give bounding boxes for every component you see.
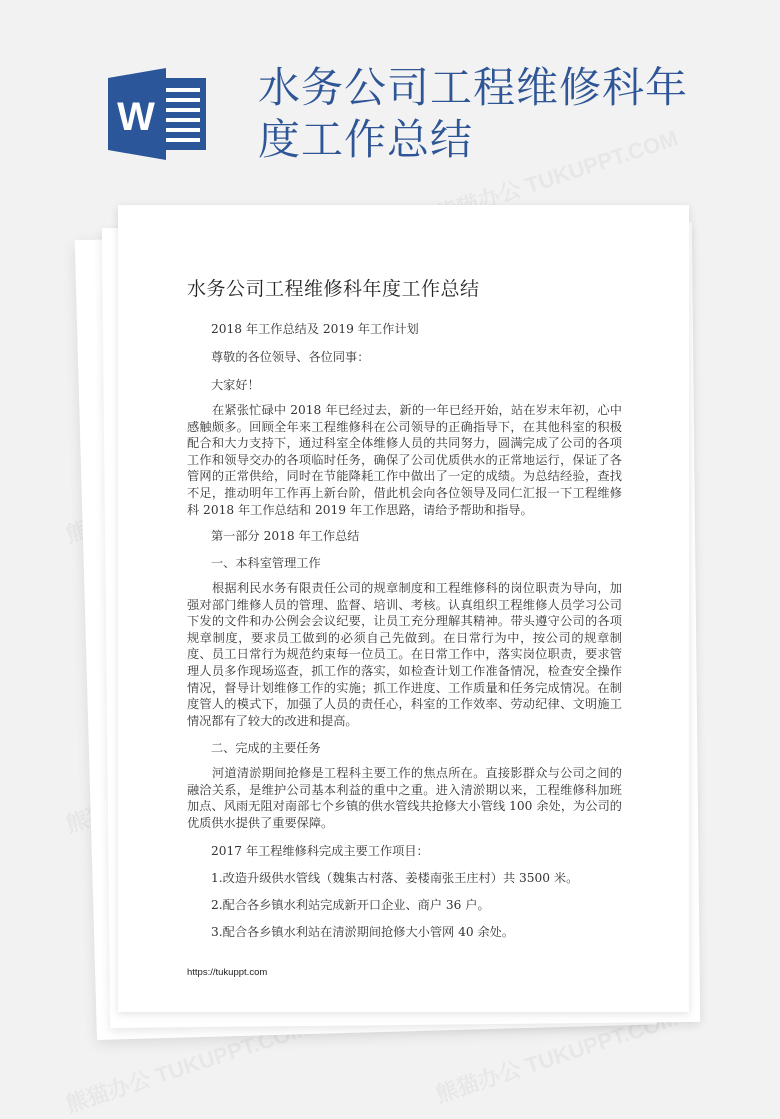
management-paragraph: 根据利民水务有限责任公司的规章制度和工程维修科的岗位职责为导向，加强对部门维修人员的管理、监督、培训、考核。认真组织工程维修人员学习公司下发的文件和办公例会会议纪要，让员工充分理解其精神。带头遵守公司的各项规章制度，要求员工做到的必须自己先做到。在日常行为中，按公司的规章制度、员工日常行为规范约束每一位员工。在日常工作中，落实岗位职责，要求管理人员多作现场巡查，抓工作的落实，如检查计划工作准备情况，检查安全操作情况，督导计划维修工作的实施；抓工作进度、工作质量和任务完成情况。在制度管人的模式下，加强了人员的责任心，科室的工作效率、劳动纪律、文明施工情况都有了较大的改进和提高。 bbox=[187, 581, 622, 728]
doc-subtitle: 2018 年工作总结及 2019 年工作计划 bbox=[211, 322, 419, 336]
page-title: 水务公司工程维修科年度工作总结 bbox=[258, 63, 689, 164]
intro-paragraph: 在紧张忙碌中 2018 年已经过去，新的一年已经开始，站在岁末年初，心中感触颇多。回顾全年来工程维修科在公司领导的正确指导下，在其他科室的积极配合和大力支持下，通过科室全体维修人员的共同努力，圆满完成了公司的各项工作和领导交办的各项临时任务，确保了公司优质供水的正常地运行，保证了各管网的正常供给，同时在节能降耗工作中做出了一定的成绩。为总结经验，查找不足，推动明年工作再上新台阶，借此机会向各位领导及同仁汇报一下工程维修科 2018 年工作总结和 2019 年工作思路，请给予帮助和指导。 bbox=[187, 403, 622, 517]
doc-salutation: 尊敬的各位领导、各位同事： bbox=[211, 350, 370, 364]
project-item: 1.改造升级供水管线（魏集古村落、姜楼南张王庄村）共 3500 米。 bbox=[211, 871, 579, 885]
part-one-heading: 第一部分 2018 年工作总结 bbox=[211, 529, 360, 543]
section-one-heading: 一、本科室管理工作 bbox=[211, 556, 321, 570]
footer-url-link[interactable]: https://tukuppt.com bbox=[187, 967, 268, 978]
project-item: 3.配合各乡镇水利站在清淤期间抢修大小管网 40 余处。 bbox=[211, 925, 515, 939]
doc-greeting: 大家好！ bbox=[211, 378, 260, 392]
document-title: 水务公司工程维修科年度工作总结 bbox=[187, 278, 480, 300]
svg-text:W: W bbox=[117, 95, 155, 139]
project-item: 2.配合各乡镇水利站完成新开口企业、商户 36 户。 bbox=[211, 898, 490, 912]
projects-heading: 2017 年工程维修科完成主要工作项目： bbox=[211, 844, 429, 858]
tasks-paragraph: 河道清淤期间抢修是工程科主要工作的焦点所在。直接影群众与公司之间的融洽关系，是维护公司基本利益的重中之重。进入清淤期以来，工程维修科加班加点、风雨无阻对南部七个乡镇的供水管线共抢修大小管线 100 余处，为公司的优质供水提供了重要保障。 bbox=[187, 766, 622, 830]
section-two-heading: 二、完成的主要任务 bbox=[211, 741, 321, 755]
word-document-icon bbox=[108, 68, 208, 160]
